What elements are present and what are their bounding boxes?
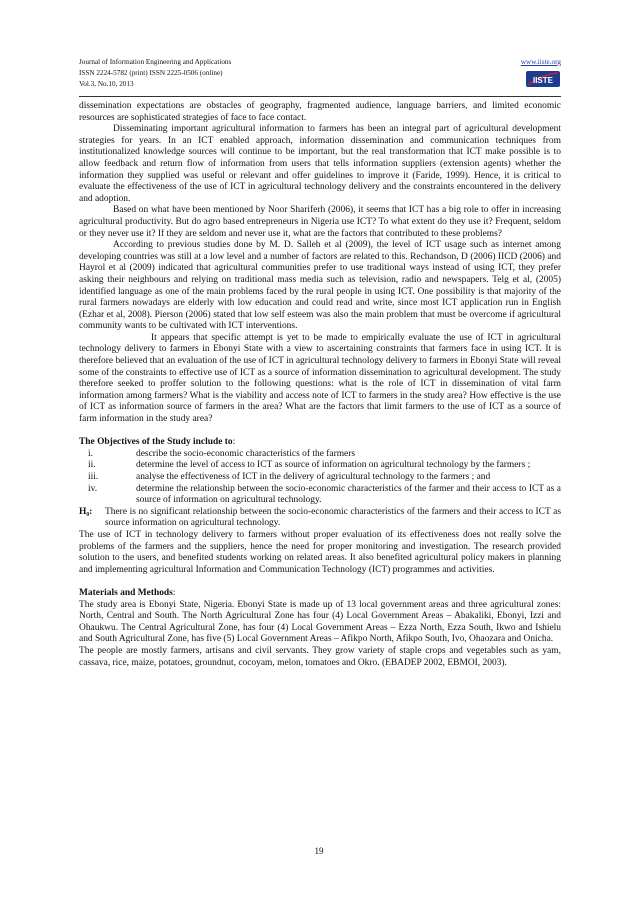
paragraph: dissemination expectations are obstacles of geography, fragmented audience, language barriers, and limited economic resources are sophisticated strategies of face to face contact. [79,101,561,123]
objective-item [79,460,561,472]
page-header [79,57,561,90]
objective-number: iii. [88,472,99,482]
null-hypothesis [79,507,561,530]
journal-url-link[interactable]: www.iiste.org [520,58,561,66]
objective-number: iv. [88,483,98,494]
journal-title: Journal of Information Engineering and Applications [79,58,232,66]
journal-volume: Vol.3, No.10, 2013 [79,80,134,88]
objective-item [79,449,561,461]
paragraph: Disseminating important agricultural information to farmers has been an integral part of agricultural development strategies for years. In an ICT enabled approach, information dissemination and communication techniques from institutionalized knowledge sources will continue to be important, but the real transformation that ICT make possible is to allow feedback and return flow of information from users that tells information suppliers (extension agents) whether the information they supplied was useful or relevant and offer guidelines to improve it (Faride, 1999). Hence, it is critical to evaluate the effectiveness of the use of ICT in agricultural technology delivery and the constraints encountered in the delivery and adoption. [79,124,561,204]
paragraph: It appears that specific attempt is yet to be made to empirically evaluate the use of ICT in agricultural technology delivery to farmers in Ebonyi State with a view to ascertaining constraints that farmers face in using ICT. It is therefore believed that an evaluation of the use of ICT in agricultural technology delivery to farmers in Ebonyi State will reveal some of the constraints to effective use of ICT as a source of information dissemination to agricultural development. The study therefore seeked to proffer solution to the following questions: what is the role of ICT in dissemination of vital farm information among farmers? What is the viability and access note of ICT to farmers in the study area? How effective is the use of ICT as information source of farmers in the area? What are the factors that limit farmers to the use of ICT as a source of farm information in the study area? [79,332,561,425]
journal-issn: ISSN 2224-5782 (print) ISSN 2225-0506 (online) [79,69,223,77]
significance-paragraph: The use of ICT in technology delivery to farmers without proper evaluation of its effectiveness does not really solve the problems of the farmers and the suppliers, hence the need for proper monitoring and investigation. The research provided solution to the users, and benefited students working on related areas. It also benefited agricultural policy makers in planning and implementing agricultural Information and Communication Technology (ICT) programmes and activities. [79,529,561,575]
objective-item [79,484,561,507]
objectives-heading-line: The Objectives of the Study include to: [79,437,236,448]
objective-text: describe the socio-economic characteristics of the farmers [136,448,356,459]
body-text [79,101,561,669]
hypothesis-text: There is no significant relationship between the socio-economic characteristics of the farmers and their access to ICT as source information on agricultural technology. [105,506,561,529]
paragraph: According to previous studies done by M. D. Salleh et al (2009), the level of ICT usage such as internet among developing countries was still at a low level and a number of factors are related to this. Rechandson, D (2006) IICD (2006) and Hayrol et al (2009) indicated that agricultural communities prefer to use traditional ways instead of using ICT, they prefer asking their neighbours and relying on traditional mass media such as television, radio and newspapers. Telg et al, (2005) identified language as one of the main problems faced by the rural people in using ICT. One possibility is that majority of the rural farmers nowadays are elderly with low education and could read and write, since most ICT application run in English (Ezhar et al, 2008). Pierson (2006) stated that low self esteem was also the main problem that must be overcome if agricultural community wants to be cultivated with ICT interventions. [79,240,561,332]
objective-item [79,472,561,484]
objective-text: determine the level of access to ICT as source of information on agricultural technology by the farmers ; [136,460,531,471]
page-number: 19 [314,846,324,856]
hypothesis-label: H₀: [79,506,93,517]
methods-paragraph: The people are mostly farmers, artisans and civil servants. They grow variety of staple crops and vegetables such as yam, cassava, rice, maize, potatoes, groundnut, cocoyam, melon, tomatoes and Okro. (EBADEP 2002, EBMOI, 2003). [79,645,561,668]
objective-text: analyse the effectiveness of ICT in the delivery of agricultural technology to the farmers ; and [136,472,491,482]
methods-heading: Materials and Methods [79,587,173,598]
paragraph: Based on what have been mentioned by Noor Shariferh (2006), it seems that ICT has a big role to offer in increasing agricultural productivity. But do agro based entrepreneurs in Nigeria use ICT? To what extent do they use it? Frequent, seldom or they never use it? If they are seldom and never use it, what are the factors that contributed to these problems? [79,205,561,239]
logo-text: IISTE [532,76,554,85]
methods-paragraph: The study area is Ebonyi State, Nigeria. Ebonyi State is made up of 13 local government areas and three agricultural zones: North, Central and South. The North Agricultural Zone has four (4) Local Government Areas – Abakaliki, Ebonyi, Izzi and Ohaukwu. The Central Agricultural Zone, has four (4) Local Government Areas – Ezza North, Ezza South, Ikwo and Ishielu and South Agricultural Zone, has five (5) Local Government Areas – Afikpo North, Afikpo South, Ivo, Ohaozara and Onicha. [79,599,561,645]
objectives-heading: The Objectives of the Study include to [79,437,233,448]
iiste-logo [525,68,561,90]
objective-text: determine the relationship between the socio-economic characteristics of the farmer and their access to ICT as a source of information on agricultural technology. [136,483,561,506]
objective-number: ii. [88,460,96,471]
header-divider [79,96,561,97]
methods-heading-line: Materials and Methods: [79,587,176,598]
objective-number: i. [88,448,93,459]
